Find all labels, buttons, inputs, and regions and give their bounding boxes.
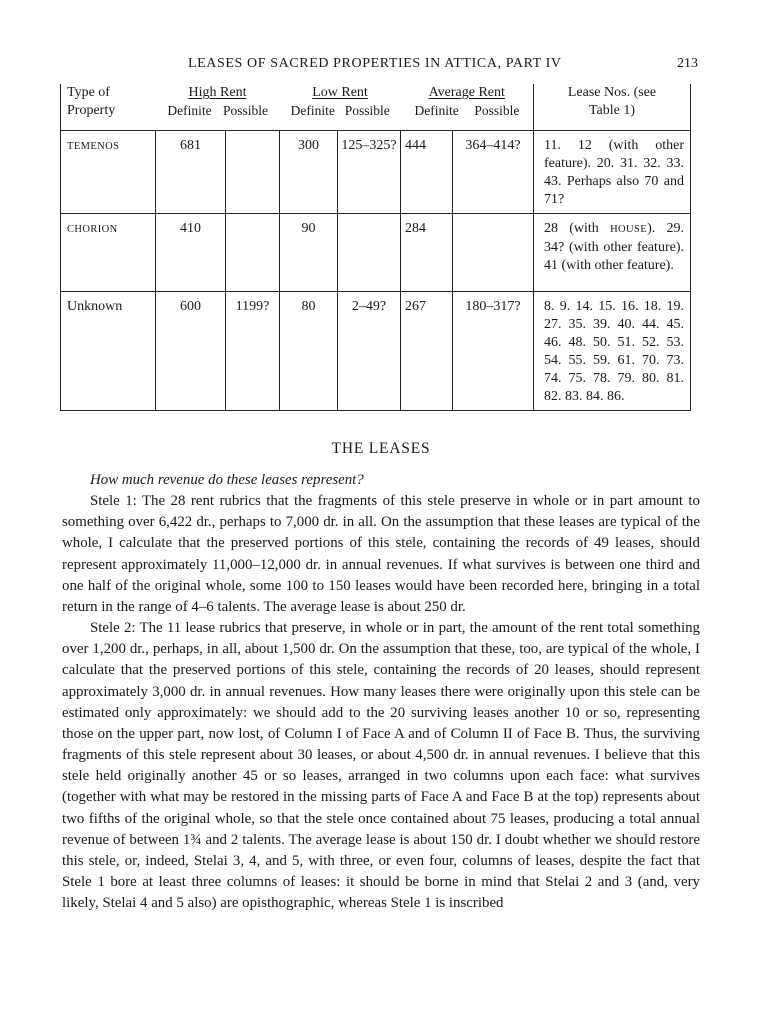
- average-definite-cell: 284: [401, 214, 453, 292]
- page-number: 213: [677, 56, 698, 71]
- average-possible-cell: 180–317?: [453, 292, 534, 411]
- section-title: THE LEASES: [331, 440, 431, 457]
- average-definite-cell: 444: [401, 131, 453, 214]
- rent-summary-table: [60, 84, 691, 411]
- low-rent-header: Low Rent Definite Possible: [280, 84, 401, 131]
- average-definite-cell: 267: [401, 292, 453, 411]
- average-possible-cell: 364–414?: [453, 131, 534, 214]
- high-possible-cell: [226, 131, 280, 214]
- table-row: [61, 214, 691, 292]
- low-definite-cell: 300: [280, 131, 338, 214]
- high-possible-cell: [226, 214, 280, 292]
- low-definite-cell: 80: [280, 292, 338, 411]
- type-of-property-header: Type of Property: [61, 84, 156, 131]
- lease-nos-header: Lease Nos. (see Table 1): [534, 84, 691, 131]
- average-possible-cell: [453, 214, 534, 292]
- high-possible-cell: 1199?: [226, 292, 280, 411]
- stele-2-paragraph: Stele 2: The 11 lease rubrics that preserve, in whole or in part, the amount of the rent total something over 1,200 dr., perhaps, in all, about 1,500 dr. On the assumption that these, too, are typical of the whole, I calculate that the preserved portions of this stele, containing the records of 20 leases, should represent approximately 3,000 dr. in annual revenues. How many leases there were originally upon this stele can be estimated only approximately: we should add to the 20 surviving leases another 10 or so, representing those on the upper part, now lost, of Column I of Face A and of Column II of Face B. Thus, the surviving fragments of this stele represent about 30 leases, or about 4,500 dr. in annual revenues. I believe that this stele held originally another 45 or so leases, arranged in two columns upon each face: what survives (together with what may be restored in the missing parts of Face A and Face B at the top) represents about two fifths of the original whole, so that the stele once contained about 75 leases, producing a total annual revenue of between 1¾ and 2 talents. The average lease is about 150 dr. I doubt whether we should restore this stele, or, indeed, Stelai 3, 4, and 5, with three, or even four, columns of leases, despite the fact that Stele 1 bore at least three columns of leases: it should be borne in mind that Stelai 2 and 3 (and, very likely, Stelai 4 and 5 also) are opisthographic, whereas Stele 1 is inscribed: [62, 620, 700, 912]
- low-definite-cell: 90: [280, 214, 338, 292]
- table-header-row: [61, 84, 691, 131]
- property-type-cell: Unknown: [61, 292, 156, 411]
- lease-nos-cell: 28 (with HOUSE). 29. 34? (with other feature). 41 (with other feature).: [534, 214, 691, 292]
- stele-1-paragraph: Stele 1: The 28 rent rubrics that the fragments of this stele preserve in whole or in part amount to something over 6,422 dr., perhaps to 7,000 dr. in all. On the assumption that these leases are typical of the whole, I calculate that the preserved portions of this stele, containing the records of 49 leases, should represent approximately 11,000–12,000 dr. in annual revenues. If what survives is between one third and one half of the original whole, some 100 to 150 leases would have been recorded here, bringing in a total return in the range of 4–6 talents. The average lease is about 250 dr.: [62, 493, 700, 615]
- lease-nos-cell: 8. 9. 14. 15. 16. 18. 19. 27. 35. 39. 40. 44. 45. 46. 48. 50. 51. 52. 53. 54. 55. 59. 61. 70. 73. 74. 75. 78. 79. 80. 81. 82. 83. 84. 86.: [534, 292, 691, 411]
- high-definite-cell: 600: [156, 292, 226, 411]
- low-possible-cell: [338, 214, 401, 292]
- high-rent-header: High Rent Definite Possible: [156, 84, 280, 131]
- low-possible-cell: 125–325?: [338, 131, 401, 214]
- high-definite-cell: 681: [156, 131, 226, 214]
- low-possible-cell: 2–49?: [338, 292, 401, 411]
- table-row: [61, 292, 691, 411]
- body-text: [62, 470, 700, 914]
- lease-nos-cell: 11. 12 (with other feature). 20. 31. 32. 33. 43. Perhaps also 70 and 71?: [534, 131, 691, 214]
- property-type-cell: TEMENOS: [61, 131, 156, 214]
- table-row: [61, 131, 691, 214]
- running-title: LEASES OF SACRED PROPERTIES IN ATTICA, PART IV: [188, 56, 562, 71]
- running-header: [60, 56, 700, 78]
- high-definite-cell: 410: [156, 214, 226, 292]
- property-type-cell: CHORION: [61, 214, 156, 292]
- average-rent-header: Average Rent Definite Possible: [401, 84, 534, 131]
- question-paragraph: How much revenue do these leases represent?: [90, 472, 364, 488]
